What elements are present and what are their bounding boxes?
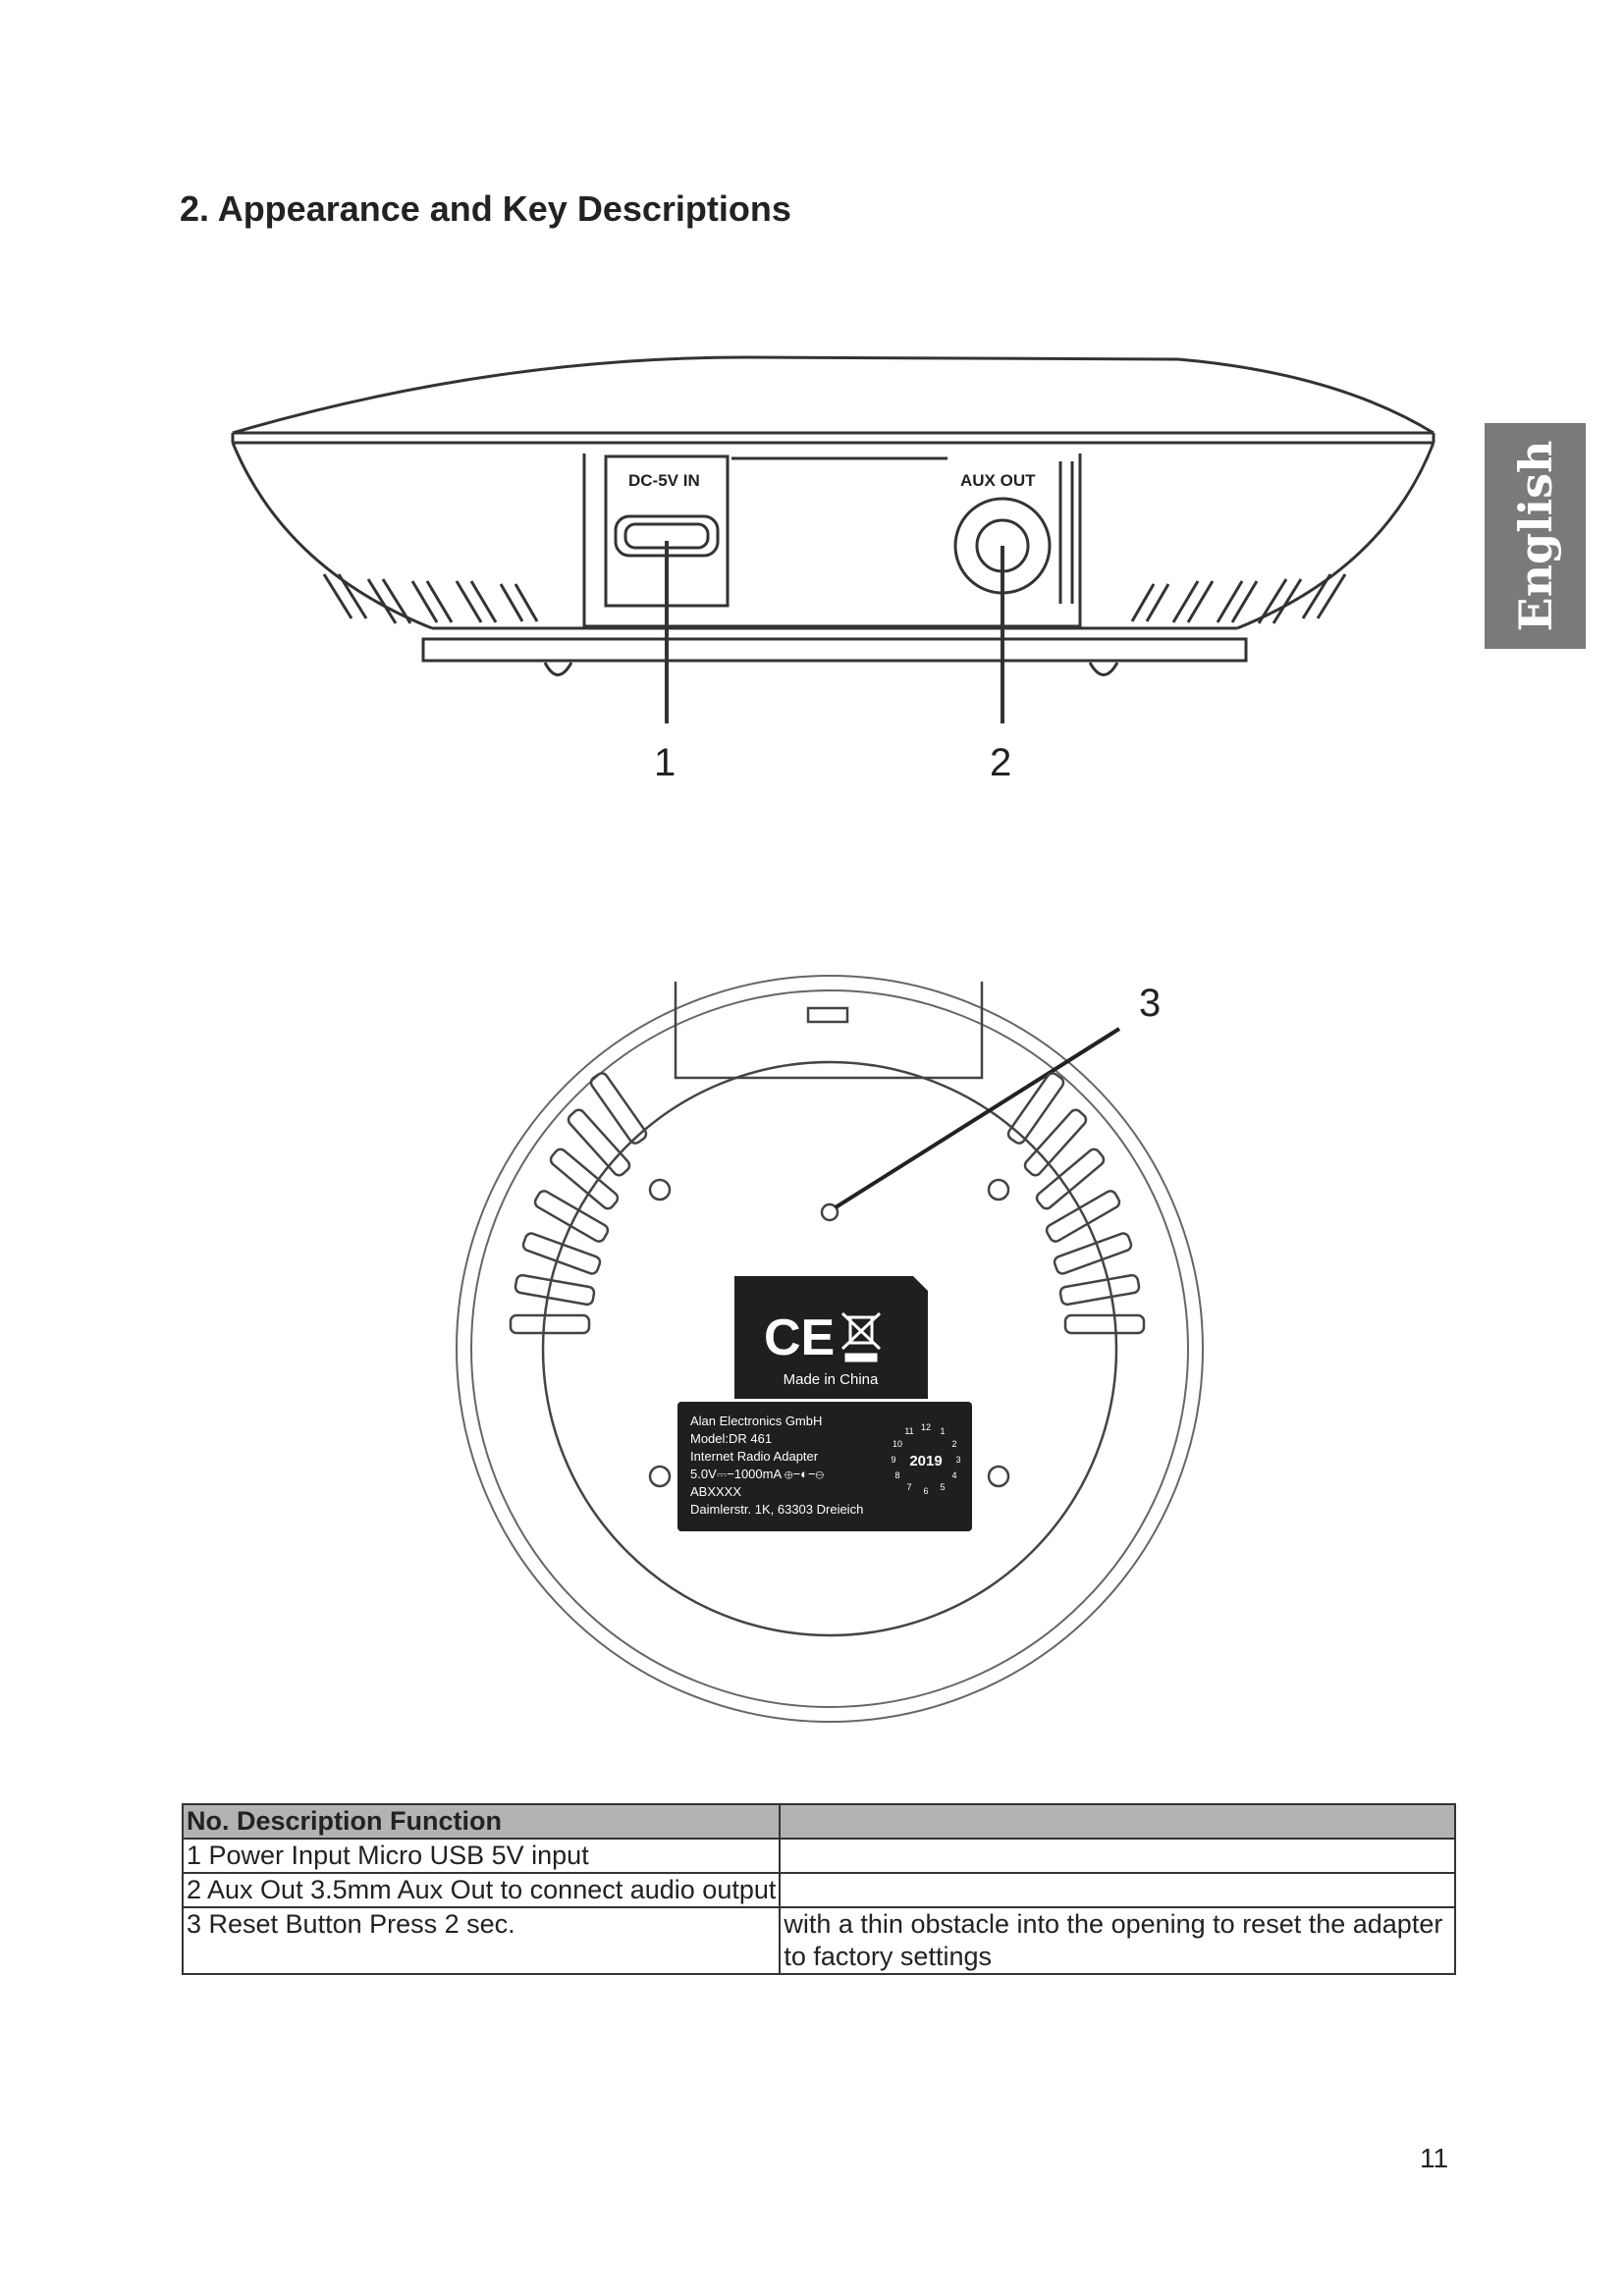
table-cell: 2 Aux Out 3.5mm Aux Out to connect audio output [183,1873,780,1907]
clock-number: 12 [920,1422,932,1432]
key-description-table [182,1803,1456,1975]
rating-line-3: Internet Radio Adapter [690,1449,819,1464]
clock-number: 3 [955,1455,961,1465]
callout-2: 2 [990,741,1012,784]
rating-line-2: Model:DR 461 [690,1431,773,1446]
made-in-china: Made in China [783,1371,879,1388]
rating-line-4: 5.0V⎓−1000mA ⊕−◐−⊖ [690,1467,825,1481]
clock-number: 7 [906,1482,912,1492]
vent-slots-bottom-left [511,1071,648,1333]
clock-number: 9 [891,1455,896,1465]
table-header-cell [780,1804,1455,1839]
page-title: 2. Appearance and Key Descriptions [180,188,791,229]
table-cell [780,1873,1455,1907]
clock-number: 10 [892,1439,903,1449]
clock-number: 1 [940,1426,946,1436]
clock-number: 4 [951,1470,957,1480]
ce-mark: CE [764,1309,836,1366]
rating-line-5: ABXXXX [690,1484,742,1499]
ce-badge [734,1276,928,1399]
vent-slats-left [324,574,537,623]
table-cell [780,1839,1455,1873]
clock-number: 5 [940,1482,946,1492]
table-row [183,1839,1455,1873]
clock-number: 8 [894,1470,900,1480]
rating-line-6: Daimlerstr. 1K, 63303 Dreieich [690,1502,864,1517]
aux-out-label: AUX OUT [960,471,1036,490]
table-cell: with a thin obstacle into the opening to reset the adapter to factory settings [780,1907,1455,1974]
rating-year: 2019 [909,1453,943,1469]
language-tab-label: English [1508,440,1562,632]
table-row [183,1873,1455,1907]
table-header-cell: No. Description Function [183,1804,780,1839]
callout-1: 1 [654,741,677,784]
vent-slats-right [1132,574,1345,623]
clock-number: 6 [923,1486,929,1496]
callout-3: 3 [1139,982,1162,1025]
table-row [183,1907,1455,1974]
device-side-view [233,357,1434,723]
page-number: 11 [1420,2143,1449,2173]
table-cell: 1 Power Input Micro USB 5V input [183,1839,780,1873]
rating-line-1: Alan Electronics GmbH [690,1414,823,1428]
table-header-row [183,1804,1455,1839]
clock-number: 11 [904,1426,914,1436]
dc-in-label: DC-5V IN [628,471,700,490]
clock-number: 2 [951,1439,957,1449]
rating-label [677,1402,972,1531]
table-cell: 3 Reset Button Press 2 sec. [183,1907,780,1974]
